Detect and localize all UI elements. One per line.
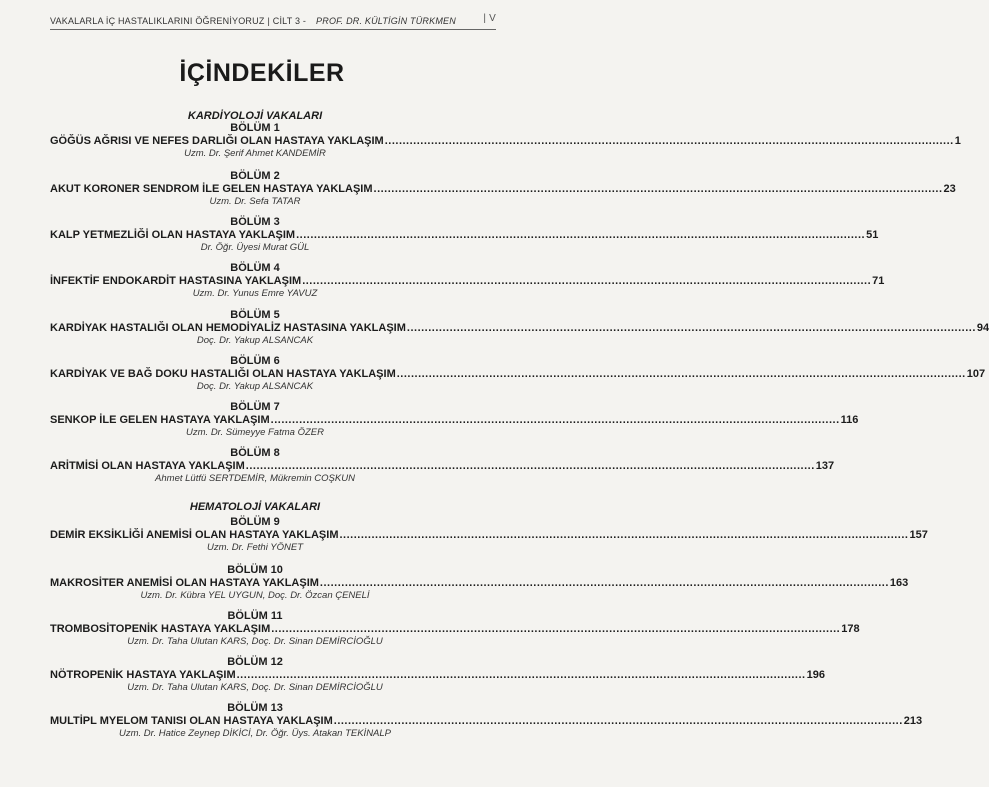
chapter-title: KALP YETMEZLİĞİ OLAN HASTAYA YAKLAŞIM (50, 229, 296, 241)
chapter-number: BÖLÜM 3 (230, 216, 280, 228)
chapter-title: GÖĞÜS AĞRISI VE NEFES DARLIĞI OLAN HASTAYA YAKLAŞIM (50, 135, 384, 147)
toc-entry (50, 262, 885, 300)
running-header (50, 13, 496, 30)
page-number: 71 (872, 275, 885, 287)
chapter-number: BÖLÜM 7 (230, 401, 280, 413)
chapter-title: AKUT KORONER SENDROM İLE GELEN HASTAYA YAKLAŞIM (50, 183, 373, 195)
chapter-title: KARDİYAK VE BAĞ DOKU HASTALIĞI OLAN HASTAYA YAKLAŞIM (50, 368, 396, 380)
chapter-number: BÖLÜM 8 (230, 447, 280, 459)
toc-entry (50, 170, 956, 208)
chapter-number: BÖLÜM 1 (230, 122, 280, 134)
page-number: 116 (840, 414, 859, 426)
chapter-authors: Uzm. Dr. Yunus Emre YAVUZ (192, 288, 318, 299)
page-number: 137 (815, 460, 835, 472)
toc-entry (50, 216, 879, 254)
chapter-title: KARDİYAK HASTALIĞI OLAN HEMODİYALİZ HASTASINA YAKLAŞIM (50, 322, 406, 334)
chapter-authors: Ahmet Lütfü SERTDEMİR, Mükremin COŞKUN (155, 473, 355, 484)
chapter-title: NÖTROPENİK HASTAYA YAKLAŞIM (50, 669, 236, 681)
chapter-title: ARİTMİSİ OLAN HASTAYA YAKLAŞIM (50, 460, 245, 472)
toc-entry (50, 309, 989, 347)
dot-leader: ................................................................................................................................................................ (270, 414, 840, 426)
chapter-authors: Uzm. Dr. Taha Ulutan KARS, Doç. Dr. Sinan DEMİRCİOĞLU (127, 636, 383, 647)
chapter-number: BÖLÜM 4 (230, 262, 280, 274)
dot-leader: ................................................................................................................................................................ (373, 183, 943, 195)
page-number: 196 (806, 669, 825, 681)
chapter-authors: Dr. Öğr. Üyesi Murat GÜL (200, 242, 310, 253)
dot-leader: ................................................................................................................................................................ (406, 322, 976, 334)
chapter-number: BÖLÜM 12 (227, 656, 283, 668)
toc-entry (50, 355, 986, 393)
chapter-number: BÖLÜM 10 (227, 564, 283, 576)
dot-leader: ................................................................................................................................................................ (296, 229, 866, 241)
section-heading-hematology: HEMATOLOJİ VAKALARI (189, 501, 321, 513)
chapter-number: BÖLÜM 2 (230, 170, 280, 182)
chapter-title: MULTİPL MYELOM TANISI OLAN HASTAYA YAKLAŞIM (50, 715, 333, 727)
chapter-number: BÖLÜM 11 (227, 610, 283, 622)
header-page-number: | V (483, 13, 496, 24)
chapter-number: BÖLÜM 5 (230, 309, 280, 321)
page-number: 51 (866, 229, 879, 241)
chapter-authors: Uzm. Dr. Kübra YEL UYGUN, Doç. Dr. Özcan ÇENELİ (140, 590, 370, 601)
chapter-title: DEMİR EKSİKLİĞİ ANEMİSİ OLAN HASTAYA YAKLAŞIM (50, 529, 339, 541)
chapter-title: TROMBOSİTOPENİK HASTAYA YAKLAŞIM (50, 623, 271, 635)
chapter-authors: Uzm. Dr. Hatice Zeynep DİKİCİ, Dr. Öğr. Üys. Atakan TEKİNALP (118, 728, 392, 739)
toc-line (50, 577, 909, 590)
chapter-authors: Uzm. Dr. Taha Ulutan KARS, Doç. Dr. Sinan DEMİRCİOĞLU (127, 682, 383, 693)
toc-entry (50, 401, 859, 439)
chapter-authors: Uzm. Dr. Sefa TATAR (209, 196, 301, 207)
toc-entry (50, 447, 835, 485)
page-number: 1 (954, 135, 961, 147)
dot-leader: ................................................................................................................................................................ (245, 460, 815, 472)
dot-leader: ................................................................................................................................................................ (384, 135, 954, 147)
toc-line (50, 183, 956, 196)
chapter-number: BÖLÜM 9 (230, 516, 280, 528)
page-number: 178 (841, 623, 860, 635)
toc-line (50, 229, 879, 242)
chapter-title: İNFEKTİF ENDOKARDİT HASTASINA YAKLAŞIM (50, 275, 302, 287)
page-number: 213 (903, 715, 923, 727)
toc-line (50, 414, 859, 427)
toc-line (50, 460, 835, 473)
page-number: 23 (943, 183, 956, 195)
dot-leader: ................................................................................................................................................................ (236, 669, 806, 681)
toc-entry (50, 702, 923, 740)
dot-leader: ................................................................................................................................................................ (396, 368, 966, 380)
dot-leader: ................................................................................................................................................................ (339, 529, 909, 541)
dot-leader: ................................................................................................................................................................ (302, 275, 872, 287)
chapter-authors: Uzm. Dr. Sümeyye Fatma ÖZER (186, 427, 324, 438)
toc-entry (50, 516, 928, 554)
header-volume: | CİLT 3 - (267, 16, 307, 26)
toc-entry (50, 656, 825, 694)
header-book-title: VAKALARLA İÇ HASTALIKLARINI ÖĞRENİYORUZ (50, 16, 265, 26)
toc-entry (50, 564, 909, 602)
chapter-authors: Doç. Dr. Yakup ALSANCAK (196, 381, 314, 392)
toc-line (50, 669, 825, 682)
dot-leader: ................................................................................................................................................................ (271, 623, 841, 635)
toc-entry (50, 610, 860, 648)
toc-line (50, 275, 885, 288)
header-author: PROF. DR. KÜLTİGİN TÜRKMEN (316, 16, 456, 26)
toc-line (50, 368, 986, 381)
page-title: İÇİNDEKİLER (179, 59, 345, 87)
chapter-authors: Doç. Dr. Yakup ALSANCAK (196, 335, 314, 346)
chapter-authors: Uzm. Dr. Şerif Ahmet KANDEMİR (184, 148, 326, 159)
chapter-title: MAKROSİTER ANEMİSİ OLAN HASTAYA YAKLAŞIM (50, 577, 319, 589)
page-number: 157 (909, 529, 928, 541)
toc-line (50, 322, 989, 335)
chapter-number: BÖLÜM 6 (230, 355, 280, 367)
chapter-authors: Uzm. Dr. Fethi YÖNET (206, 542, 304, 553)
page-number: 163 (889, 577, 909, 589)
dot-leader: ................................................................................................................................................................ (319, 577, 889, 589)
page-number: 94 (976, 322, 989, 334)
page-number: 107 (966, 368, 986, 380)
chapter-title: SENKOP İLE GELEN HASTAYA YAKLAŞIM (50, 414, 270, 426)
toc-line (50, 529, 928, 542)
dot-leader: ................................................................................................................................................................ (333, 715, 903, 727)
toc-line (50, 715, 923, 728)
chapter-number: BÖLÜM 13 (227, 702, 283, 714)
toc-line (50, 623, 860, 636)
toc-line (50, 135, 961, 148)
toc-entry (50, 122, 961, 160)
section-heading-cardiology: KARDİYOLOJİ VAKALARI (187, 110, 323, 122)
